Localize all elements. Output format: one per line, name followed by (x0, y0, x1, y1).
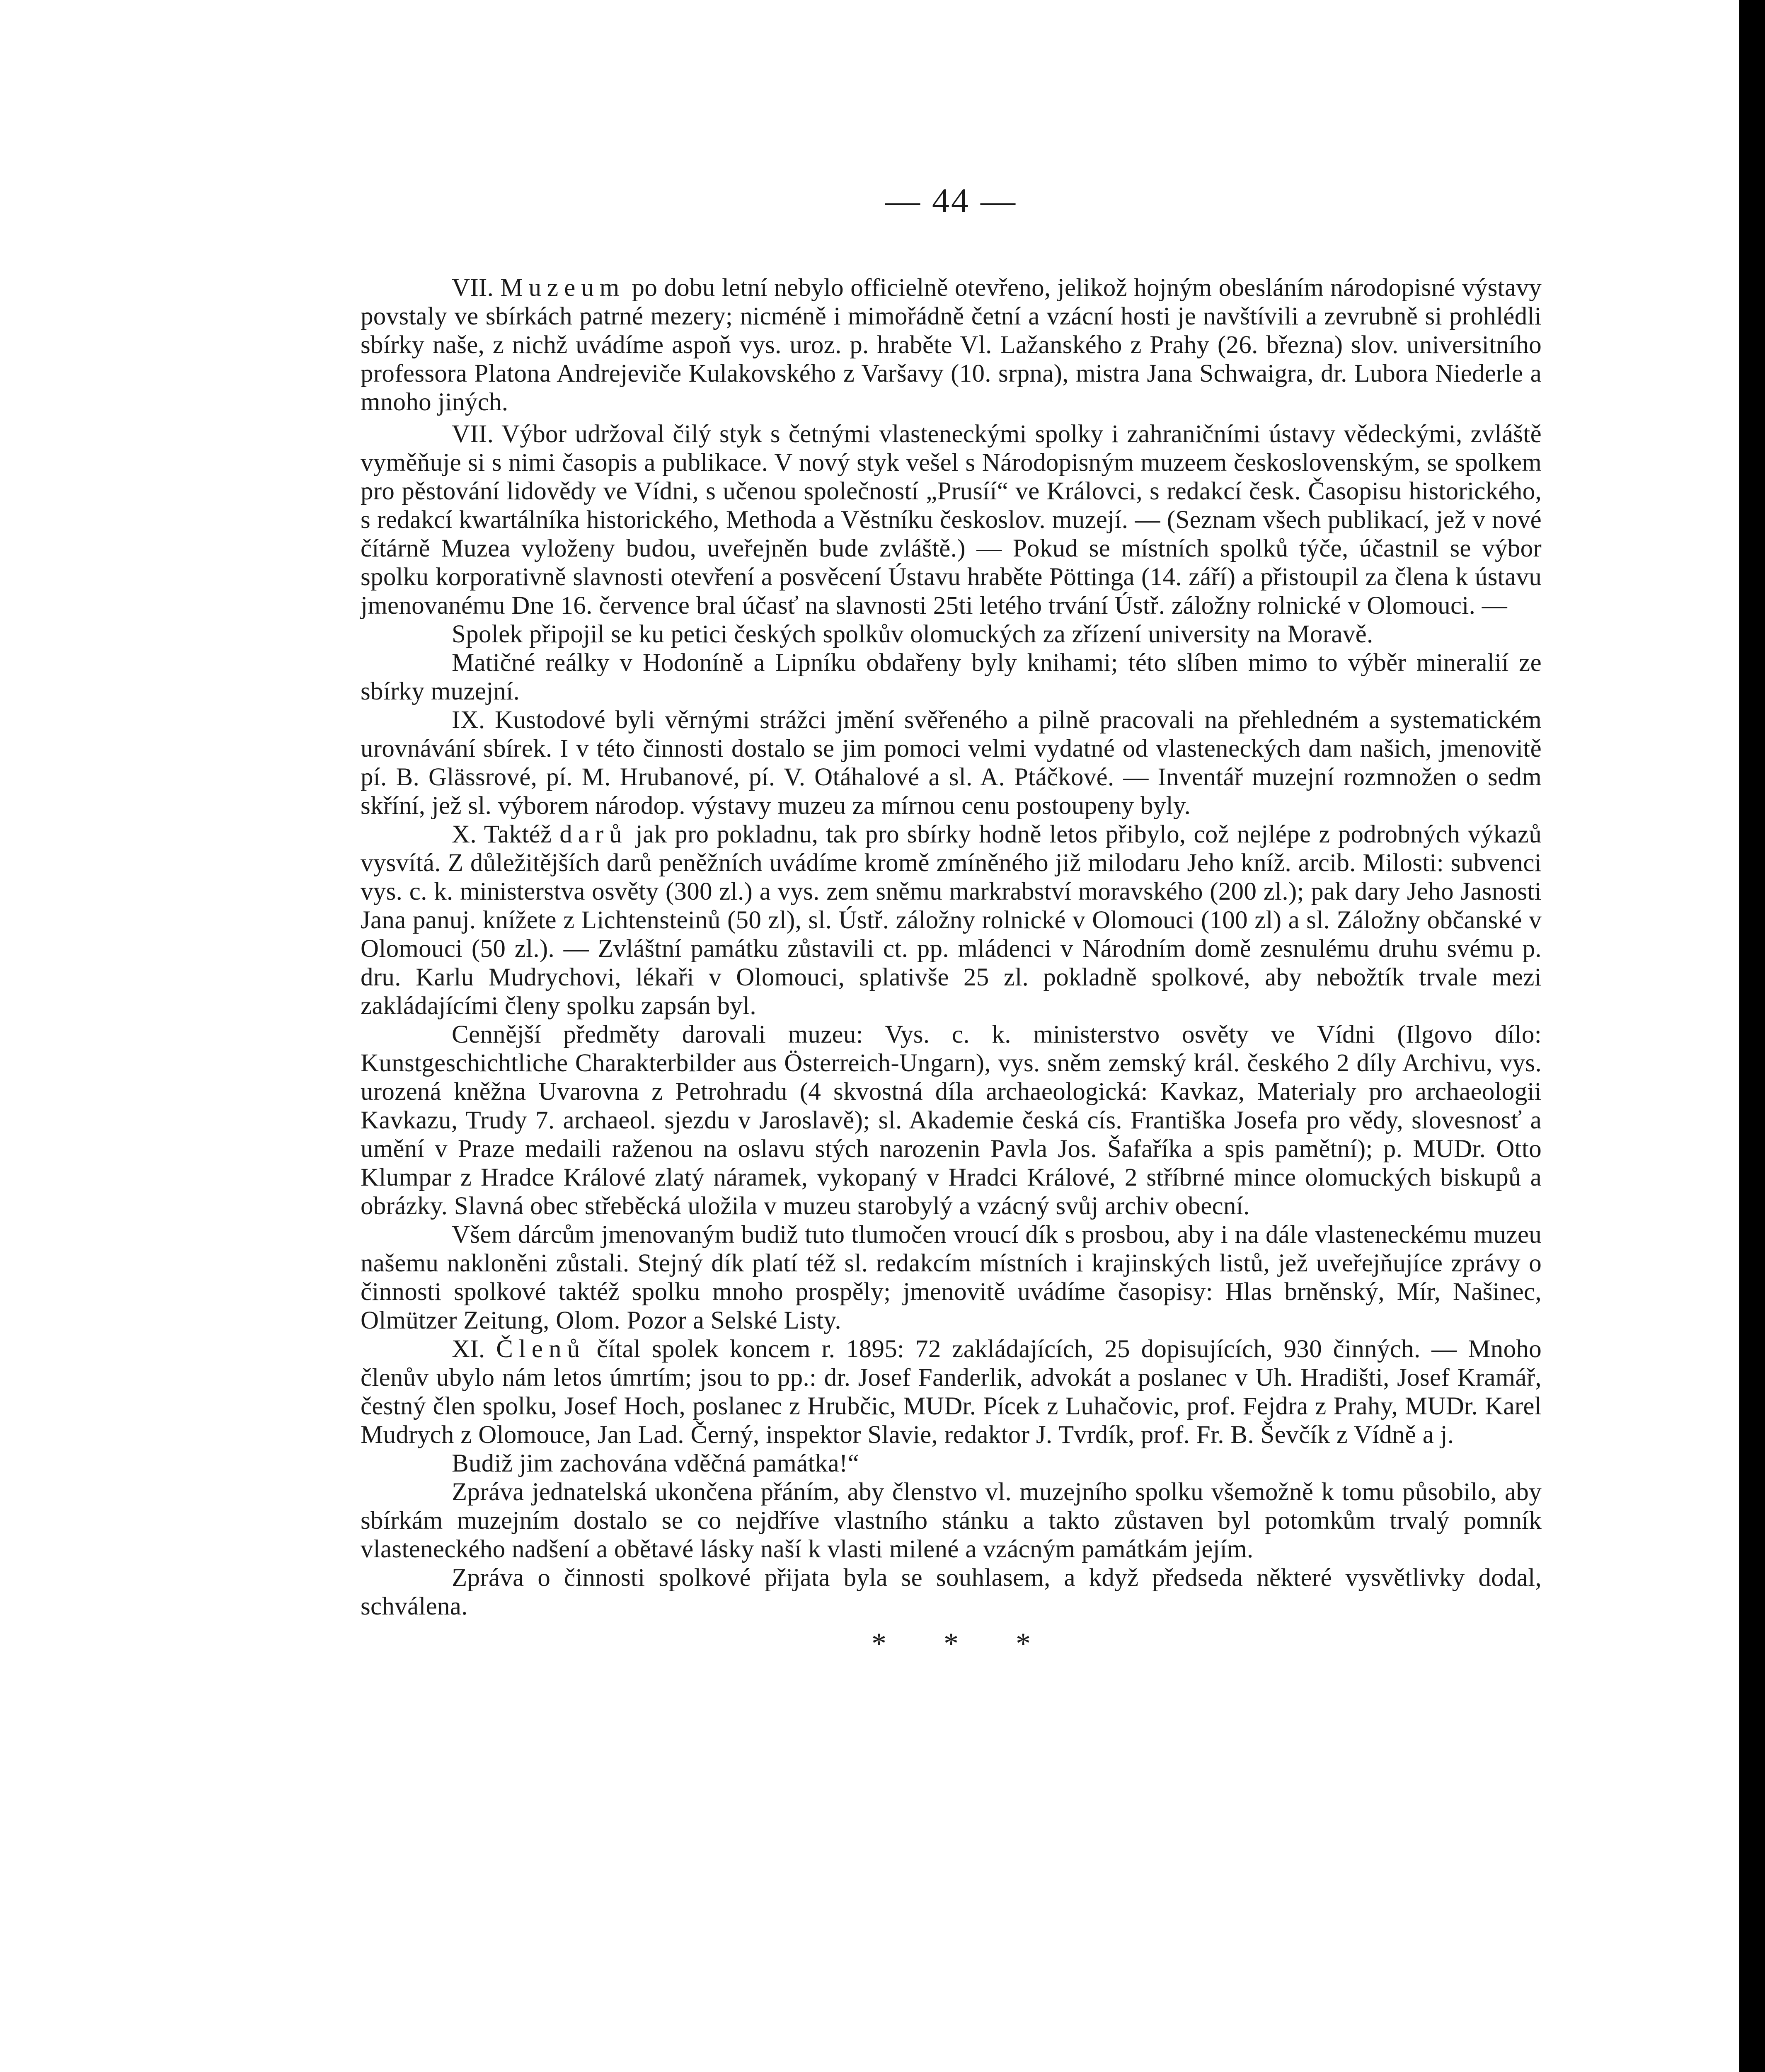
document-page (361, 178, 1542, 1662)
page-number: — 44 — (885, 182, 1017, 220)
scan-border (1739, 0, 1765, 2072)
paragraph-text: jak pro pokladnu, tak pro sbírky hodně letos přibylo, což nejlépe z podrobných výkazů vysvítá. Z důležitějších darů peněžních uvádíme kromě zmíněného již milodaru Jeho kníž. arcib. Milosti: subvenci vys. c. k. ministerstva osvěty (300 zl.) a vys. zem sněmu markrabství moravského (200 zl.); pak dary Jeho Jasnosti Jana panuj. knížete z Lichtensteinů (50 zl), sl. Ústř. záložny rolnické v Olomouci (100 zl) a sl. Záložny občanské v Olomouci (50 zl.). — Zvláštní památku zůstavili ct. pp. mládenci v Národním domě zesnulému druhu svému p. dru. Karlu Mudrychovi, lékaři v Olomouci, splativše 25 zl. pokladně spolkové, aby nebožtík trvale mezi zakládajícími členy spolku zapsán byl. (361, 821, 1542, 1020)
section-separator: * * * (872, 1627, 1031, 1660)
paragraph-report-end: Zpráva jednatelská ukončena přáním, aby členstvo vl. muzejního spolku všemožně k tomu působilo, aby sbírkám muzejním dostalo se co nejdříve vlastního stánku a takto zůstaven byl potomkům trvalý pomník vlasteneckého nadšení a obětavé lásky naší k vlasti milené a vzácným památkám jejím. (361, 1478, 1542, 1563)
paragraph-members (361, 1335, 1542, 1449)
paragraph-museum (361, 274, 1542, 416)
paragraph-approval: Zpráva o činnosti spolkové přijata byla se souhlasem, a když předseda některé vysvětlivky dodal, schválena. (361, 1564, 1542, 1620)
paragraph-lead: VII. (452, 274, 501, 302)
paragraph-emphasis: Muzeum (500, 274, 625, 302)
paragraph-memorial: Budiž jim zachována vděčná památka!“ (452, 1450, 859, 1477)
paragraph-emphasis: Členů (496, 1335, 586, 1363)
paragraph-thanks: Všem dárcům jmenovaným budiž tuto tlumočen vroucí dík s prosbou, aby i na dále vlasteneckému muzeu našemu nakloněni zůstali. Stejný dík platí též sl. redakcím místních i krajinských listů, jež uveřejňujíce zprávy o činnosti spolkové taktéž spolku mnoho prospěly; jmenovitě uvádíme časopisy: Hlas brněnský, Mír, Našinec, Olmützer Zeitung, Olom. Pozor a Selské Listy. (361, 1221, 1542, 1334)
paragraph-schools: Matičné reálky v Hodoníně a Lipníku obdařeny byly knihami; této slíben mimo to výběr mineralií ze sbírky muzejní. (361, 649, 1542, 705)
paragraph-gifts (361, 820, 1542, 1020)
paragraph-custodians: IX. Kustodové byli věrnými strážci jmění svěřeného a pilně pracovali na přehledném a systematickém urovnávání sbírek. I v této činnosti dostalo se jim pomoci velmi vydatné od vlasteneckých dam našich, jmenovitě pí. B. Glässrové, pí. M. Hrubanové, pí. V. Otáhalové a sl. A. Ptáčkové. — Inventář muzejní rozmnožen o sedm skříní, jež sl. výborem národop. výstavy muzeu za mírnou cenu postoupeny byly. (361, 706, 1542, 820)
paragraph-petition: Spolek připojil se ku petici českých spolkův olomuckých za zřízení university na Moravě. (452, 620, 1373, 648)
paragraph-donated-objects: Cennější předměty darovali muzeu: Vys. c. k. ministerstvo osvěty ve Vídni (Ilgovo dílo: Kunstgeschichtliche Charakterbilder aus Österreich-Ungarn), vys. sněm zemský král. českého 2 díly Archivu, vys. urozená kněžna Uvarovna z Petrohradu (4 skvostná díla archaeologická: Kavkaz, Materialy pro archaeologii Kavkazu, Trudy 7. archaeol. sjezdu v Jaroslavě); sl. Akademie česká cís. Františka Josefa pro vědy, slovesnosť a umění v Praze medaili raženou na oslavu stých narozenin Pavla Jos. Šafaříka a spis pamětní); p. MUDr. Otto Klumpar z Hradce Králové zlatý náramek, vykopaný v Hradci Králové, 2 stříbrné mince olomuckých biskupů a obrázky. Slavná obec střeběcká uložila v muzeu starobylý a vzácný svůj archiv obecní. (361, 1021, 1542, 1220)
paragraph-text: po dobu letní nebylo officielně otevřeno, jelikož hojným obesláním národopisné výstavy povstaly ve sbírkách patrné mezery; nicméně i mimořádně četní a vzácní hosti je navštívili a zevrubně si prohlédli sbírky naše, z nichž uvádíme aspoň vys. uroz. p. hraběte Vl. Lažanského z Prahy (26. března) slov. universitního professora Platona Andrejeviče Kulakovského z Varšavy (10. srpna), mistra Jana Schwaigra, dr. Lubora Niederle a mnoho jiných. (361, 274, 1542, 416)
paragraph-emphasis: darů (559, 821, 628, 848)
paragraph-text: čítal spolek koncem r. 1895: 72 zakládajících, 25 dopisujících, 930 činných. — Mnoho členův ubylo nám letos úmrtím; jsou to pp.: dr. Josef Fanderlik, advokát a poslanec v Uh. Hradišti, Josef Kramář, čestný člen spolku, Josef Hoch, poslanec z Hrubčic, MUDr. Pícek z Luhačovic, prof. Fejdra z Prahy, MUDr. Karel Mudrych z Olomouce, Jan Lad. Černý, inspektor Slavie, redaktor J. Tvrdík, prof. Fr. B. Ševčík z Vídně a j. (361, 1335, 1542, 1449)
paragraph-lead: X. Taktéž (452, 821, 560, 848)
paragraph-lead: XI. (452, 1335, 496, 1363)
paragraph-committee: VII. Výbor udržoval čilý styk s četnými vlasteneckými spolky i zahraničními ústavy vědeckými, zvláště vyměňuje si s nimi časopis a publikace. V nový styk vešel s Národopisným muzeem československým, se spolkem pro pěstování lidovědy ve Vídni, s učenou společností „Prusíí“ ve Královci, s redakcí česk. Časopisu historického, s redakcí kwartálníka historického, Methoda a Věstníku českoslov. muzejí. — (Seznam všech publikací, jež v nové čítárně Muzea vyloženy budou, uveřejněn bude zvláště.) — Pokud se místních spolků týče, účastnil se výbor spolku korporativně slavnosti otevření a posvěcení Ústavu hraběte Pöttinga (14. září) a přistoupil za člena k ústavu jmenovanému Dne 16. července bral účasť na slavnosti 25ti letého trvání Ústř. záložny rolnické v Olomouci. — (361, 420, 1542, 620)
